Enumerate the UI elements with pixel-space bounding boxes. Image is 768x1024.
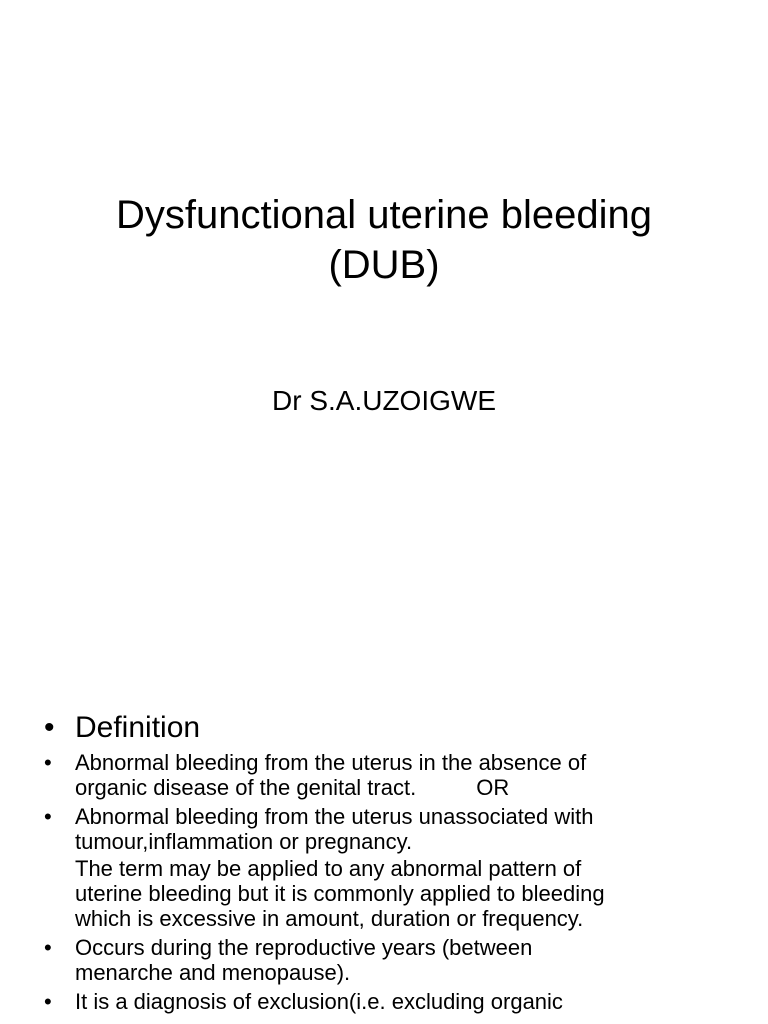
definition-bullet-list <box>0 710 768 1014</box>
bullet-line: Occurs during the reproductive years (between <box>75 935 533 960</box>
bullet-dot-icon: • <box>44 935 52 960</box>
or-keyword: OR <box>476 775 510 800</box>
bullet-line: which is excessive in amount, duration or frequency. <box>75 906 584 931</box>
bullet-line: It is a diagnosis of exclusion(i.e. excluding organic <box>75 989 563 1014</box>
bullet-item-4 <box>0 989 768 1014</box>
bullet-line <box>75 775 728 800</box>
bullet-line: The term may be applied to any abnormal pattern of <box>75 856 582 881</box>
bullet-line-text: organic disease of the genital tract. <box>75 775 417 800</box>
bullet-dot-icon: • <box>44 711 55 744</box>
bullet-continuation <box>0 856 768 931</box>
bullet-line: menarche and menopause). <box>75 960 351 985</box>
bullet-heading-definition <box>0 710 768 746</box>
bullet-line: Abnormal bleeding from the uterus in the absence of <box>75 750 587 775</box>
bullet-item-3 <box>0 935 768 985</box>
bullet-line: tumour,inflammation or pregnancy. <box>75 829 413 854</box>
bullet-line: uterine bleeding but it is commonly applied to bleeding <box>75 881 605 906</box>
bullet-dot-icon: • <box>44 750 52 775</box>
title-line-1: Dysfunctional uterine bleeding <box>116 193 652 237</box>
heading-text: Definition <box>75 711 201 744</box>
author-name: Dr S.A.UZOIGWE <box>272 385 496 416</box>
title-line-2: (DUB) <box>328 243 440 287</box>
bullet-item-1 <box>0 750 768 800</box>
bullet-dot-icon: • <box>44 804 52 829</box>
slide-title <box>0 190 768 290</box>
bullet-dot-icon: • <box>44 989 52 1014</box>
bullet-item-2 <box>0 804 768 854</box>
bullet-line: Abnormal bleeding from the uterus unassociated with <box>75 804 594 829</box>
